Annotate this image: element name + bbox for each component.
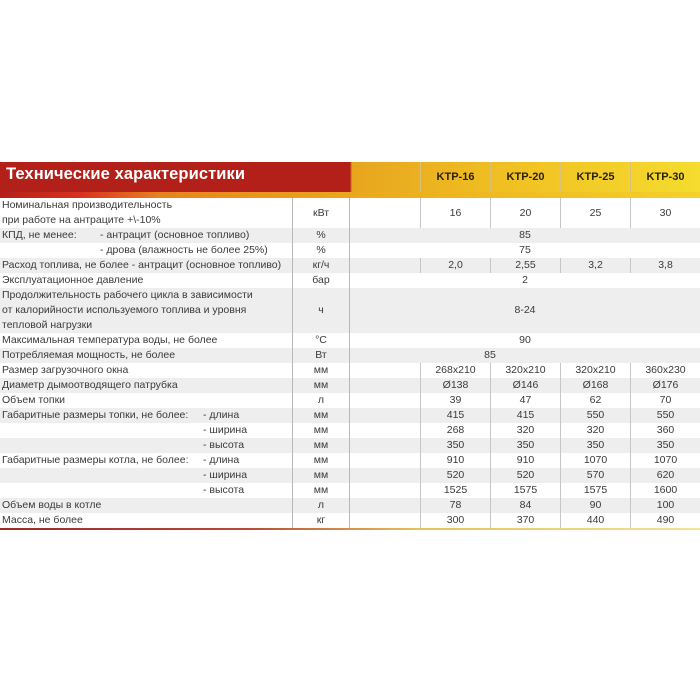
row-label [0, 288, 292, 333]
table-row [0, 378, 700, 393]
value-cell: 520 [490, 468, 560, 483]
row-label-line: Габаритные размеры котла, не более: [2, 454, 189, 466]
value-cell: 350 [560, 438, 630, 453]
value-cell: 320x210 [560, 363, 630, 378]
value-cell: 16 [420, 198, 490, 228]
value-cell: Ø168 [560, 378, 630, 393]
row-label [0, 333, 292, 348]
value-cell: 62 [560, 393, 630, 408]
model-header: KTP-30 [630, 162, 700, 192]
row-sublabel: - ширина [203, 424, 248, 436]
model-header: KTP-20 [490, 162, 560, 192]
value-cell: 550 [630, 408, 700, 423]
merged-value-cell: 85 [484, 349, 496, 361]
table-row [0, 408, 700, 423]
value-cell: 360 [630, 423, 700, 438]
merged-value-cell: 8-24 [514, 304, 536, 316]
row-label [0, 378, 292, 393]
value-cell: 1070 [630, 453, 700, 468]
table-body [0, 198, 700, 528]
unit-cell: л [292, 498, 350, 513]
table-bottom-border [0, 528, 700, 530]
merged-value-cell: 2 [522, 274, 528, 286]
value-cell: 570 [560, 468, 630, 483]
row-label-line: Объем воды в котле [2, 499, 102, 511]
value-cell: 620 [630, 468, 700, 483]
row-label-line: Объем топки [2, 394, 66, 406]
value-cell: 39 [420, 393, 490, 408]
unit-cell: кВт [292, 198, 350, 228]
merged-value-cell: 75 [519, 244, 531, 256]
empty-cell [350, 513, 420, 528]
row-label-line: при работе на антраците +\-10% [2, 214, 161, 226]
empty-cell [350, 468, 420, 483]
table-row [0, 393, 700, 408]
value-cell: 268 [420, 423, 490, 438]
row-sublabel: - дрова (влажность не более 25%) [100, 244, 268, 256]
value-cell: 550 [560, 408, 630, 423]
value-cell: 350 [630, 438, 700, 453]
row-label-line: Потребляемая мощность, не более [2, 349, 176, 361]
value-cell: 415 [420, 408, 490, 423]
unit-cell: л [292, 393, 350, 408]
row-label [0, 243, 292, 258]
unit-cell: кг [292, 513, 350, 528]
value-cell: Ø176 [630, 378, 700, 393]
row-label [0, 483, 292, 498]
value-cell: 3,2 [560, 258, 630, 273]
table-row [0, 228, 700, 243]
row-label-line: Максимальная температура воды, не более [2, 334, 218, 346]
unit-cell: % [292, 243, 350, 258]
value-cell: 415 [490, 408, 560, 423]
value-cell: 70 [630, 393, 700, 408]
unit-cell: мм [292, 378, 350, 393]
value-cell: 3,8 [630, 258, 700, 273]
unit-cell: мм [292, 423, 350, 438]
value-cell: 910 [490, 453, 560, 468]
value-cell: 90 [560, 498, 630, 513]
value-cell: 2,0 [420, 258, 490, 273]
row-label [0, 393, 292, 408]
unit-cell: мм [292, 483, 350, 498]
table-row [0, 258, 700, 273]
model-header: KTP-25 [560, 162, 630, 192]
value-cell: 350 [490, 438, 560, 453]
empty-cell [350, 498, 420, 513]
row-label-line: КПД, не менее: [2, 229, 77, 241]
empty-cell [350, 378, 420, 393]
row-label [0, 498, 292, 513]
spec-table [0, 162, 700, 530]
value-cell: 2,55 [490, 258, 560, 273]
row-label-line: Размер загрузочного окна [2, 364, 129, 376]
row-sublabel: - высота [203, 439, 245, 451]
merged-value-cell: 90 [519, 334, 531, 346]
value-cell: 370 [490, 513, 560, 528]
value-cell: Ø138 [420, 378, 490, 393]
table-row [0, 333, 700, 348]
unit-cell: мм [292, 363, 350, 378]
row-label [0, 468, 292, 483]
table-title: Технические характеристики [6, 165, 246, 183]
empty-cell [350, 408, 420, 423]
table-row [0, 363, 700, 378]
table-header [0, 162, 700, 192]
row-label-line: тепловой нагрузки [2, 319, 93, 331]
unit-cell: % [292, 228, 350, 243]
value-cell: 320x210 [490, 363, 560, 378]
table-row [0, 498, 700, 513]
value-cell: 268x210 [420, 363, 490, 378]
table-row [0, 438, 700, 453]
row-label [0, 438, 292, 453]
value-cell: 20 [490, 198, 560, 228]
row-label [0, 363, 292, 378]
table-row [0, 288, 700, 333]
unit-cell: мм [292, 408, 350, 423]
value-cell: 360x230 [630, 363, 700, 378]
row-label [0, 258, 292, 273]
table-row [0, 453, 700, 468]
row-label [0, 228, 292, 243]
row-label [0, 423, 292, 438]
value-cell: Ø146 [490, 378, 560, 393]
empty-cell [350, 393, 420, 408]
row-label [0, 408, 292, 423]
value-cell: 30 [630, 198, 700, 228]
value-cell: 100 [630, 498, 700, 513]
row-label [0, 273, 292, 288]
unit-cell: кг/ч [292, 258, 350, 273]
row-label-line: Продолжительность рабочего цикла в зависимости [2, 289, 253, 301]
value-cell: 320 [560, 423, 630, 438]
empty-cell [350, 198, 420, 228]
row-sublabel: - антрацит (основное топливо) [100, 229, 250, 241]
value-cell: 910 [420, 453, 490, 468]
unit-cell: бар [292, 273, 350, 288]
row-label-line: Расход топлива, не более - антрацит (основное топливо) [2, 259, 282, 271]
row-sublabel: - длина [203, 409, 240, 421]
unit-cell: мм [292, 453, 350, 468]
table-row [0, 423, 700, 438]
unit-cell: ч [292, 288, 350, 333]
table-row [0, 273, 700, 288]
value-cell: 1575 [490, 483, 560, 498]
value-cell: 25 [560, 198, 630, 228]
table-row [0, 243, 700, 258]
value-cell: 78 [420, 498, 490, 513]
row-label [0, 198, 292, 228]
empty-cell [350, 453, 420, 468]
row-sublabel: - ширина [203, 469, 248, 481]
row-label [0, 513, 292, 528]
table-row [0, 513, 700, 528]
value-cell: 84 [490, 498, 560, 513]
empty-cell [350, 363, 420, 378]
empty-cell [350, 258, 420, 273]
value-cell: 300 [420, 513, 490, 528]
row-sublabel: - длина [203, 454, 240, 466]
empty-cell [350, 438, 420, 453]
row-label [0, 453, 292, 468]
row-label [0, 348, 292, 363]
value-cell: 47 [490, 393, 560, 408]
unit-cell: °C [292, 333, 350, 348]
empty-cell [350, 483, 420, 498]
table-row [0, 468, 700, 483]
unit-cell: Вт [292, 348, 350, 363]
value-cell: 320 [490, 423, 560, 438]
row-label-line: Номинальная производительность [2, 199, 173, 211]
value-cell: 440 [560, 513, 630, 528]
value-cell: 520 [420, 468, 490, 483]
empty-cell [350, 423, 420, 438]
row-label-line: Масса, не более [2, 514, 83, 526]
row-sublabel: - высота [203, 484, 245, 496]
value-cell: 1525 [420, 483, 490, 498]
value-cell: 1070 [560, 453, 630, 468]
value-cell: 1575 [560, 483, 630, 498]
unit-cell: мм [292, 438, 350, 453]
value-cell: 490 [630, 513, 700, 528]
value-cell: 1600 [630, 483, 700, 498]
row-label-line: Диаметр дымоотводящего патрубка [2, 379, 178, 391]
table-row [0, 483, 700, 498]
unit-cell: мм [292, 468, 350, 483]
table-row [0, 348, 700, 363]
row-label-line: от калорийности используемого топлива и уровня [2, 304, 247, 316]
row-label-line: Габаритные размеры топки, не более: [2, 409, 189, 421]
merged-value-cell: 85 [519, 229, 531, 241]
value-cell: 350 [420, 438, 490, 453]
row-label-line: Эксплуатационное давление [2, 274, 144, 286]
table-row [0, 198, 700, 228]
model-header: KTP-16 [420, 162, 490, 192]
